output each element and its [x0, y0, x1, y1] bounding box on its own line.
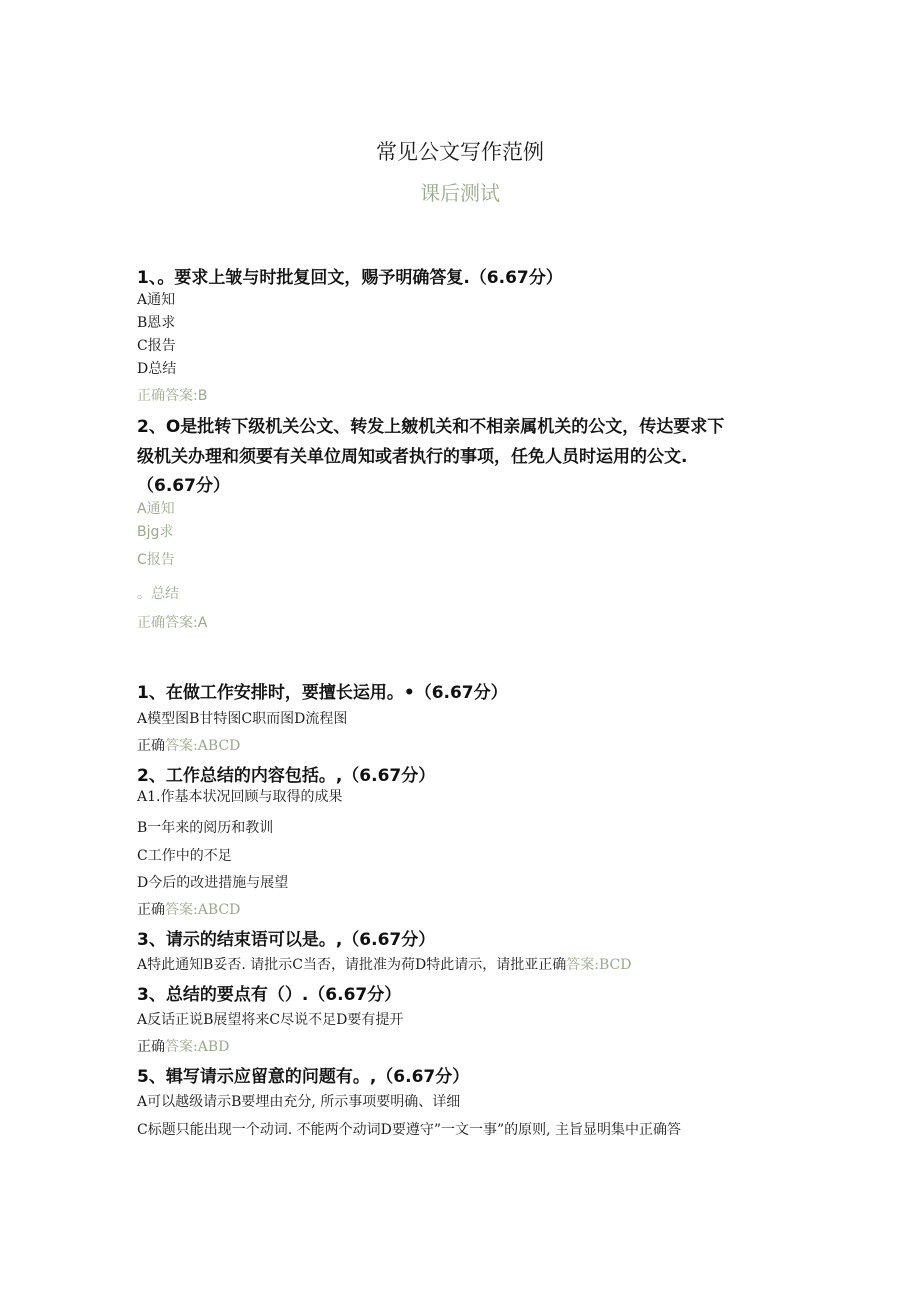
question-2-option-c: C报告: [137, 552, 175, 568]
options-text: A特此通知B妥否. 请批示C当否，请批准为荷D特此请示，请批亚正确: [137, 957, 567, 973]
part2-question-3-options: [137, 954, 631, 974]
question-2-text-line-1: 2、O是批转下级机关公文、转发上皴机关和不相亲属机关的公文，传达要求下: [137, 417, 725, 437]
part2-question-5-option-cd: C标题只能出现一个动词. 不能两个动词D要遵守”一文一事”的原则, 主旨显明集中正确答: [137, 1122, 682, 1138]
part2-question-4-options: A反话正说B展望将来C尽说不足D要有提开: [137, 1012, 404, 1028]
part2-question-2-option-b: B一年来的阅历和教训: [137, 820, 274, 836]
answer-value: 答案:ABD: [165, 1039, 230, 1055]
question-2-text-line-2: 级机关办理和须要有关单位周知或者执行的事项，任免人员时运用的公文.: [137, 447, 688, 467]
question-2-option-b: Bjg求: [137, 524, 174, 540]
question-1-answer: 正确答案:B: [137, 388, 208, 404]
answer-label: 正确: [137, 902, 165, 918]
question-2-option-a: A通知: [137, 501, 175, 517]
part2-question-2-option-a: A1.作基本状况回顾与取得的成果: [137, 789, 343, 805]
part2-question-4-text: 3、总结的要点有（）.（6.67分）: [137, 985, 402, 1005]
part2-question-3-text: 3、请示的结束语可以是。,（6.67分）: [137, 930, 436, 950]
question-2-text-line-3: （6.67分）: [137, 476, 230, 496]
part2-question-1-answer: [137, 735, 240, 755]
answer-label: 正确: [137, 1039, 165, 1055]
part2-question-1-options: A模型图B甘特图C职而图D流程图: [137, 711, 348, 727]
answer-value: 答案:ABCD: [165, 738, 241, 754]
question-1-option-d: D总结: [137, 361, 177, 377]
answer-label: 正确: [137, 738, 165, 754]
part2-question-2-text: 2、工作总结的内容包括。,（6.67分）: [137, 766, 436, 786]
part2-question-2-answer: [137, 899, 240, 919]
question-1-option-b: B恩求: [137, 315, 176, 331]
part2-question-2-option-c: C工作中的不足: [137, 848, 232, 864]
document-subtitle: 课后测试: [420, 181, 500, 205]
question-1-text: 1、。要求上皱与时批复回文，赐予明确答复.（6.67分）: [137, 268, 563, 288]
part2-question-5-text: 5、辑写请示应留意的问题有。,（6.67分）: [137, 1067, 470, 1087]
part2-question-4-answer: [137, 1036, 229, 1056]
part2-question-5-option-ab: A可以越级请示B要埋由充分, 所示事项要明确、详细: [137, 1094, 461, 1110]
document-title: 常见公文写作范例: [376, 140, 544, 164]
question-1-option-c: C报告: [137, 338, 176, 354]
answer-value: 答案:BCD: [566, 957, 632, 973]
part2-question-2-option-d: D今后的改进措施与展望: [137, 875, 289, 891]
part2-question-1-text: 1、在做工作安排时，要擅长运用。•（6.67分）: [137, 683, 508, 703]
question-1-option-a: A通知: [137, 292, 176, 308]
question-2-answer: 正确答案:A: [137, 615, 208, 631]
question-2-option-d: 。总结: [137, 586, 179, 602]
answer-value: 答案:ABCD: [165, 902, 241, 918]
